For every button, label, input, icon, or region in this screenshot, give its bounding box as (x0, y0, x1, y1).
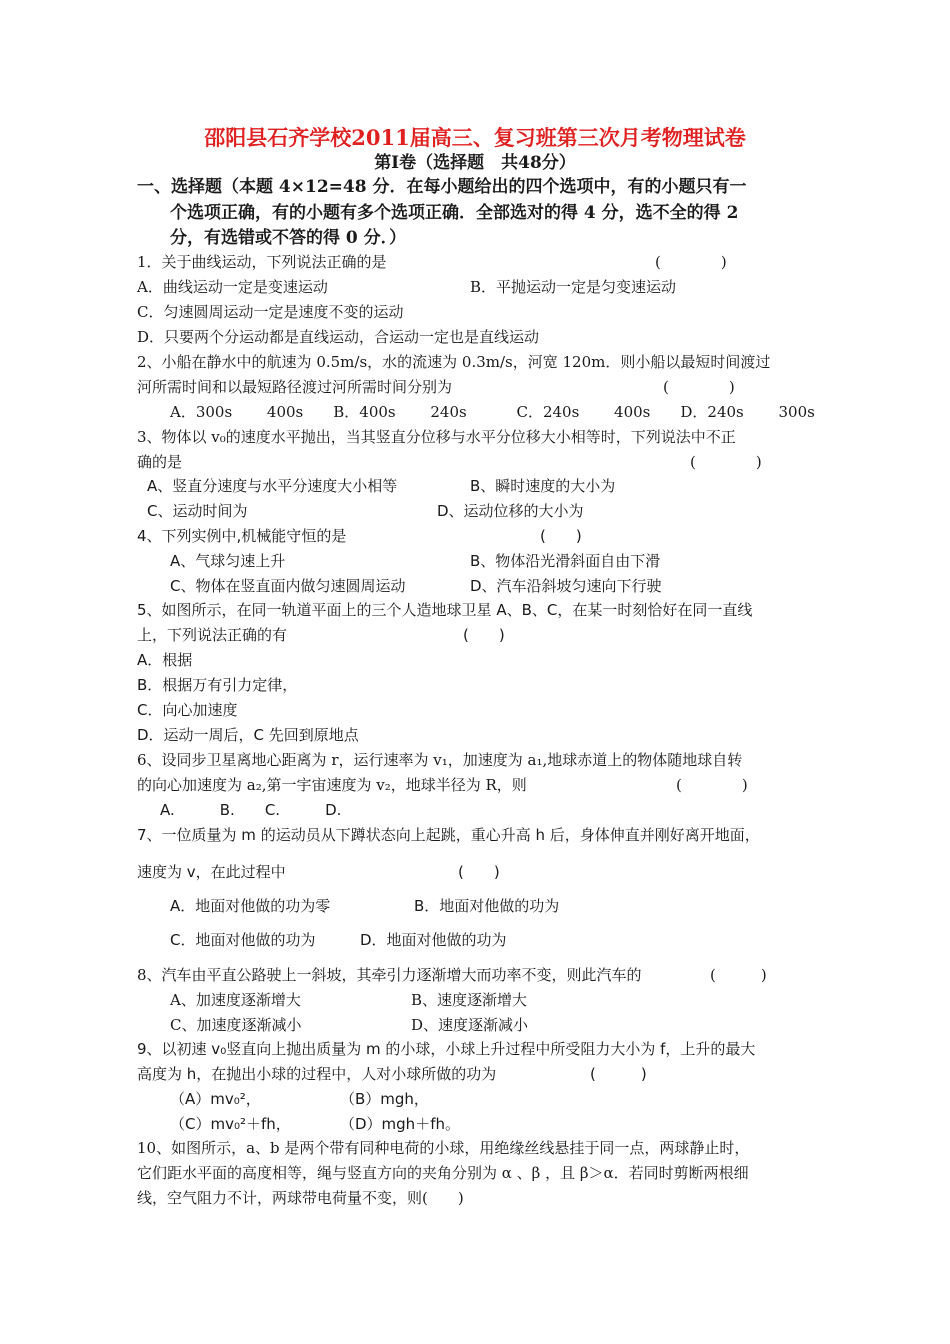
q7-stem-line-2: 速度为 v，在此过程中 (137, 863, 286, 881)
q8-stem: 8、汽车由平直公路驶上一斜坡，其牵引力逐渐增大而功率不变，则此汽车的 (137, 966, 642, 984)
q7-answer-paren: ( ) (458, 863, 500, 881)
q10-stem-line-1: 10、如图所示，a、b 是两个带有同种电荷的小球，用绝缘丝线悬挂于同一点，两球静止时， (137, 1139, 750, 1157)
q7-option-b: B．地面对他做的功为 (414, 897, 560, 915)
q6-answer-paren: ( ) (676, 776, 748, 794)
q9-option-a: （A）mv₀²， (170, 1090, 261, 1108)
q5-answer-paren: ( ) (463, 626, 505, 644)
q9-option-d: （D）mgh＋fh。 (340, 1115, 460, 1133)
q1-stem: 1．关于曲线运动，下列说法正确的是 (137, 253, 387, 271)
page-title: 邵阳县石齐学校2011届高三、复习班第三次月考物理试卷 (204, 125, 746, 150)
q8-option-c: C、加速度逐渐减小 (170, 1016, 302, 1034)
q8-answer-paren: ( ) (710, 966, 767, 984)
q10-stem-line-3: 线，空气阻力不计，两球带电荷量不变，则( ) (137, 1189, 464, 1207)
q7-stem-line-1: 7、一位质量为 m 的运动员从下蹲状态向上起跳，重心升高 h 后，身体伸直并刚好离开地面， (137, 826, 760, 844)
q1-answer-paren: ( ) (655, 253, 727, 271)
q9-answer-paren: ( ) (590, 1065, 647, 1083)
q1-option-a: A．曲线运动一定是变速运动 (137, 278, 328, 296)
q10-stem-line-2: 它们距水平面的高度相等，绳与竖直方向的夹角分别为 α 、β ，且 β＞α．若同时剪断两根细 (137, 1164, 749, 1182)
section-heading-line-1: 一、选择题（本题 4×12=48 分．在每小题给出的四个选项中，有的小题只有一 (137, 177, 747, 197)
q3-option-b: B、瞬时速度的大小为 (470, 477, 616, 495)
q3-answer-paren: ( ) (690, 453, 762, 471)
q2-options: A．300s 400s B．400s 240s C．240s 400s D．240s 300s (170, 403, 815, 421)
q6-stem-line-1: 6、设同步卫星离地心距离为 r，运行速率为 v₁，加速度为 a₁,地球赤道上的物体随地球自转 (137, 751, 743, 769)
q7-option-c: C．地面对他做的功为 (170, 931, 316, 949)
q5-option-c: C．向心加速度 (137, 701, 238, 719)
q2-answer-paren: ( ) (663, 378, 735, 396)
q3-option-c: C、运动时间为 (147, 502, 248, 520)
q4-option-b: B、物体沿光滑斜面自由下滑 (470, 552, 661, 570)
q9-option-b: （B）mgh， (340, 1090, 429, 1108)
q5-option-b: B．根据万有引力定律， (137, 676, 298, 694)
q4-stem: 4、下列实例中,机械能守恒的是 (137, 527, 347, 545)
q7-option-d: D．地面对他做的功为 (360, 931, 507, 949)
q5-stem-line-2: 上，下列说法正确的有 (137, 626, 288, 644)
page-subtitle: 第Ⅰ卷（选择题 共48分） (374, 153, 576, 173)
q9-option-c: （C）mv₀²＋fh， (170, 1115, 291, 1133)
q2-stem-line-1: 2、小船在静水中的航速为 0.5m/s，水的流速为 0.3m/s，河宽 120m．则小船以最短时间渡过 (137, 353, 771, 371)
q1-option-c: C．匀速圆周运动一定是速度不变的运动 (137, 303, 404, 321)
q3-option-d: D、运动位移的大小为 (437, 502, 584, 520)
section-heading-line-2: 个选项正确，有的小题有多个选项正确．全部选对的得 4 分，选不全的得 2 (170, 203, 739, 223)
q1-option-d: D．只要两个分运动都是直线运动，合运动一定也是直线运动 (137, 328, 540, 346)
q3-option-a: A、竖直分速度与水平分速度大小相等 (147, 477, 398, 495)
q9-stem-line-2: 高度为 h，在抛出小球的过程中，人对小球所做的功为 (137, 1065, 497, 1083)
q9-stem-line-1: 9、以初速 v₀竖直向上抛出质量为 m 的小球，小球上升过程中所受阻力大小为 f，上升的最大 (137, 1040, 756, 1058)
q4-option-a: A、气球匀速上升 (170, 552, 286, 570)
q8-option-d: D、速度逐渐减小 (411, 1016, 529, 1034)
q5-stem-line-1: 5、如图所示，在同一轨道平面上的三个人造地球卫星 A、B、C，在某一时刻恰好在同一直线 (137, 601, 753, 619)
q4-option-c: C、物体在竖直面内做匀速圆周运动 (170, 577, 406, 595)
q3-stem-line-2: 确的是 (137, 453, 183, 471)
q1-option-b: B．平抛运动一定是匀变速运动 (470, 278, 677, 296)
q5-option-d: D．运动一周后，C 先回到原地点 (137, 726, 359, 744)
q2-stem-line-2: 河所需时间和以最短路径渡过河所需时间分别为 (137, 378, 453, 396)
q8-option-a: A、加速度逐渐增大 (170, 991, 301, 1009)
q6-stem-line-2: 的向心加速度为 a₂,第一宇宙速度为 v₂，地球半径为 R，则 (137, 776, 527, 794)
q3-stem-line-1: 3、物体以 v₀的速度水平抛出，当其竖直分位移与水平分位移大小相等时，下列说法中不正 (137, 428, 736, 446)
q6-options: A. B. C. D. (160, 801, 342, 819)
q8-option-b: B、速度逐渐增大 (411, 991, 528, 1009)
section-heading-line-3: 分，有选错或不答的得 0 分．） (170, 228, 407, 248)
q4-option-d: D、汽车沿斜坡匀速向下行驶 (470, 577, 662, 595)
q5-option-a: A．根据 (137, 651, 193, 669)
q4-answer-paren: ( ) (540, 527, 582, 545)
q7-option-a: A．地面对他做的功为零 (170, 897, 331, 915)
